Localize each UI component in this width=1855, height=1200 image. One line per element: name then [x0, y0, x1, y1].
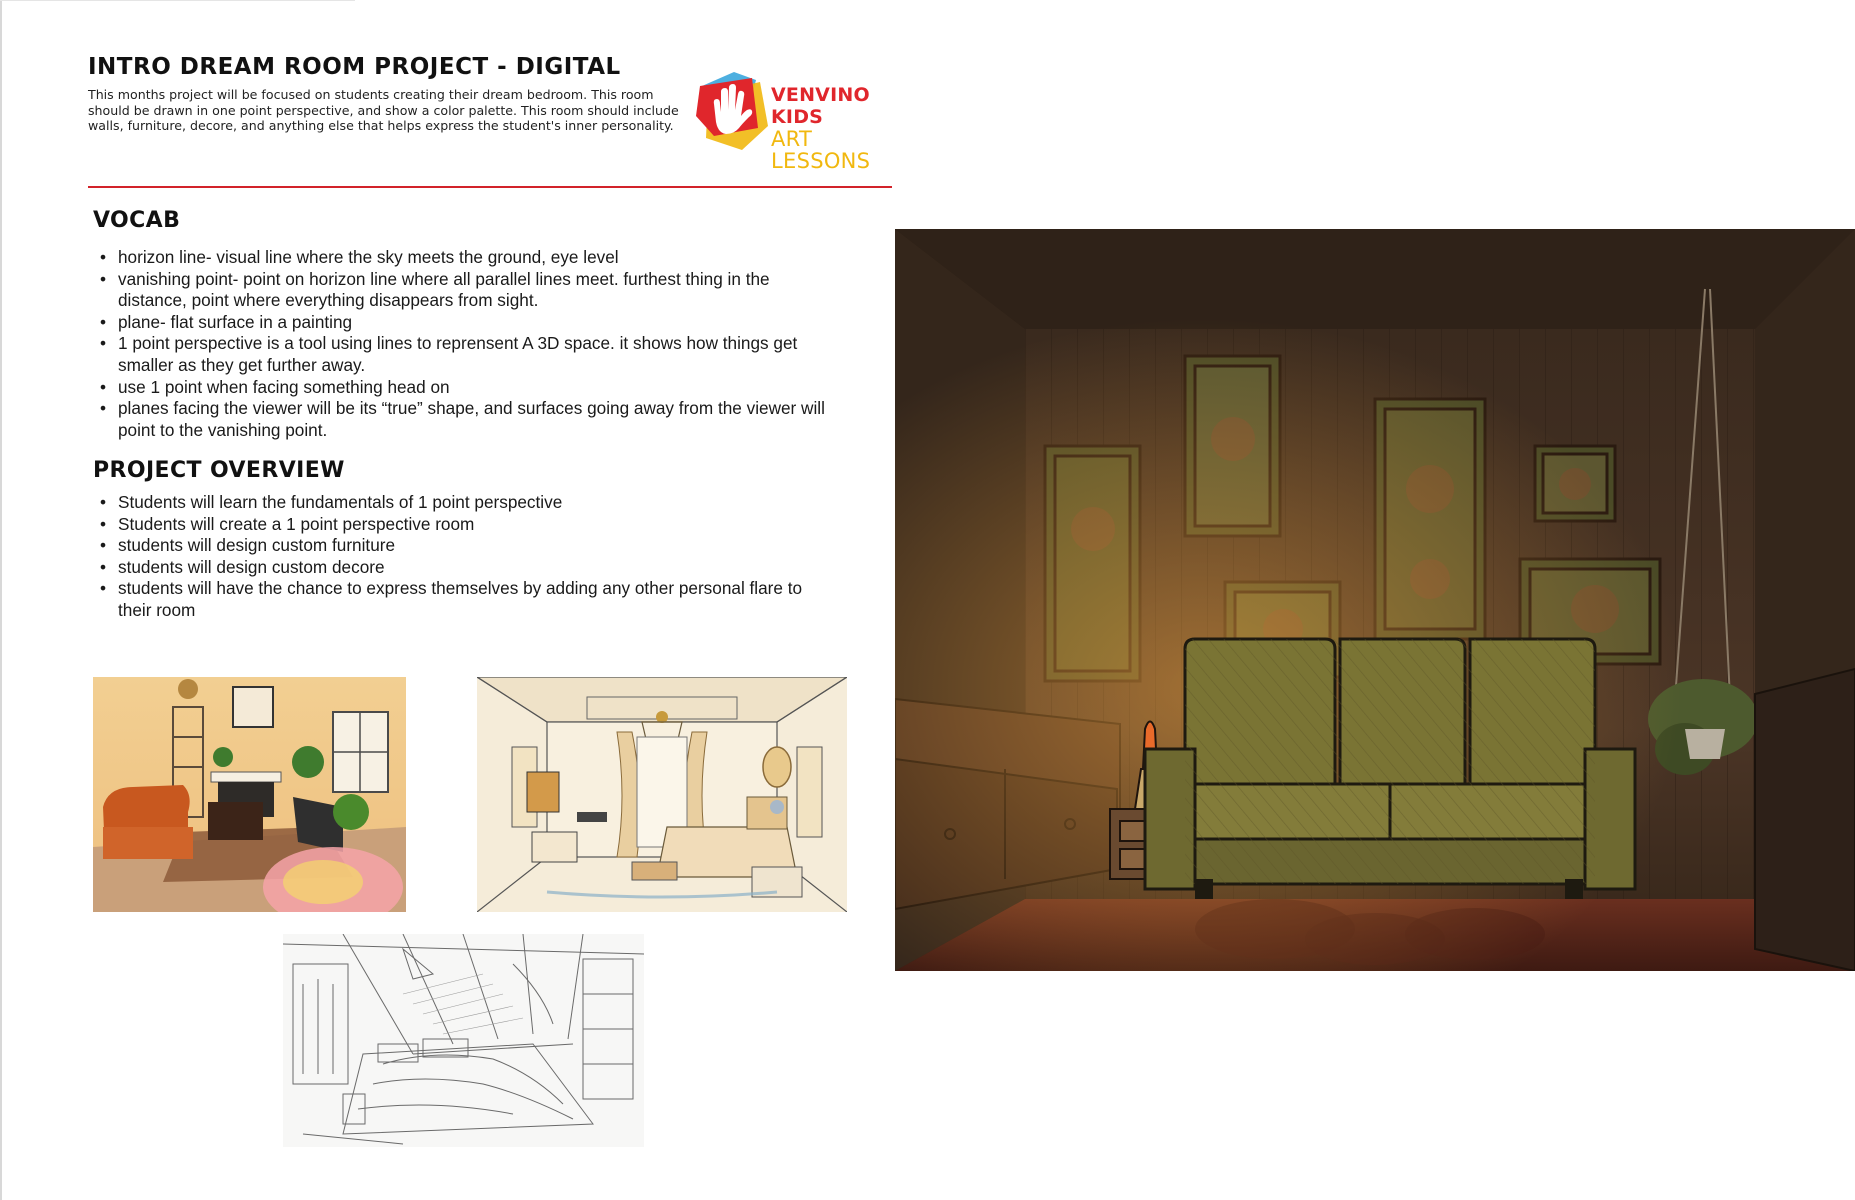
main-artwork-dream-room — [895, 229, 1855, 971]
overview-item: • students will design custom decore — [98, 557, 828, 579]
intro-paragraph: This months project will be focused on students creating their dream bedroom. This room should be drawn in one point perspective, and show a color palette. This room should include walls, furniture, decore, and anything else that helps express the student's inner personality. — [88, 87, 679, 134]
overview-item: • Students will create a 1 point perspective room — [98, 514, 828, 536]
overview-item: • students will design custom furniture — [98, 535, 828, 557]
vocab-list — [98, 247, 828, 441]
example-image-pencil-sketch — [283, 934, 644, 1147]
overview-item: • students will have the chance to express themselves by adding any other personal flare to their room — [98, 578, 828, 621]
page-title: INTRO DREAM ROOM PROJECT - DIGITAL — [88, 54, 621, 80]
vocab-item: • horizon line- visual line where the sky meets the ground, eye level — [98, 247, 828, 269]
page-left-edge — [0, 0, 2, 1200]
example-image-classic-bedroom — [477, 677, 847, 912]
top-rule — [0, 0, 355, 1]
vocab-item: • use 1 point when facing something head on — [98, 377, 828, 399]
overview-list — [98, 492, 828, 622]
logo-wordmark — [771, 84, 894, 172]
overview-item: • Students will learn the fundamentals of 1 point perspective — [98, 492, 828, 514]
vocab-item: • vanishing point- point on horizon line where all parallel lines meet. furthest thing in the distance, point where everything disappears from sight. — [98, 269, 828, 312]
logo-line-2: ART LESSONS — [771, 127, 871, 173]
vocab-item: • planes facing the viewer will be its “true” shape, and surfaces going away from the viewer will point to the vanishing point. — [98, 398, 828, 441]
venvino-logo — [694, 64, 894, 173]
hand-print-icon — [694, 64, 774, 154]
vocab-heading: VOCAB — [93, 208, 181, 233]
logo-line-1: VENVINO KIDS — [771, 84, 870, 128]
example-image-living-room — [93, 677, 406, 912]
vocab-item: • 1 point perspective is a tool using lines to reprensent A 3D space. it shows how things get smaller as they get further away. — [98, 333, 828, 376]
overview-heading: PROJECT OVERVIEW — [93, 458, 345, 483]
vocab-item: • plane- flat surface in a painting — [98, 312, 828, 334]
section-divider — [88, 186, 892, 188]
